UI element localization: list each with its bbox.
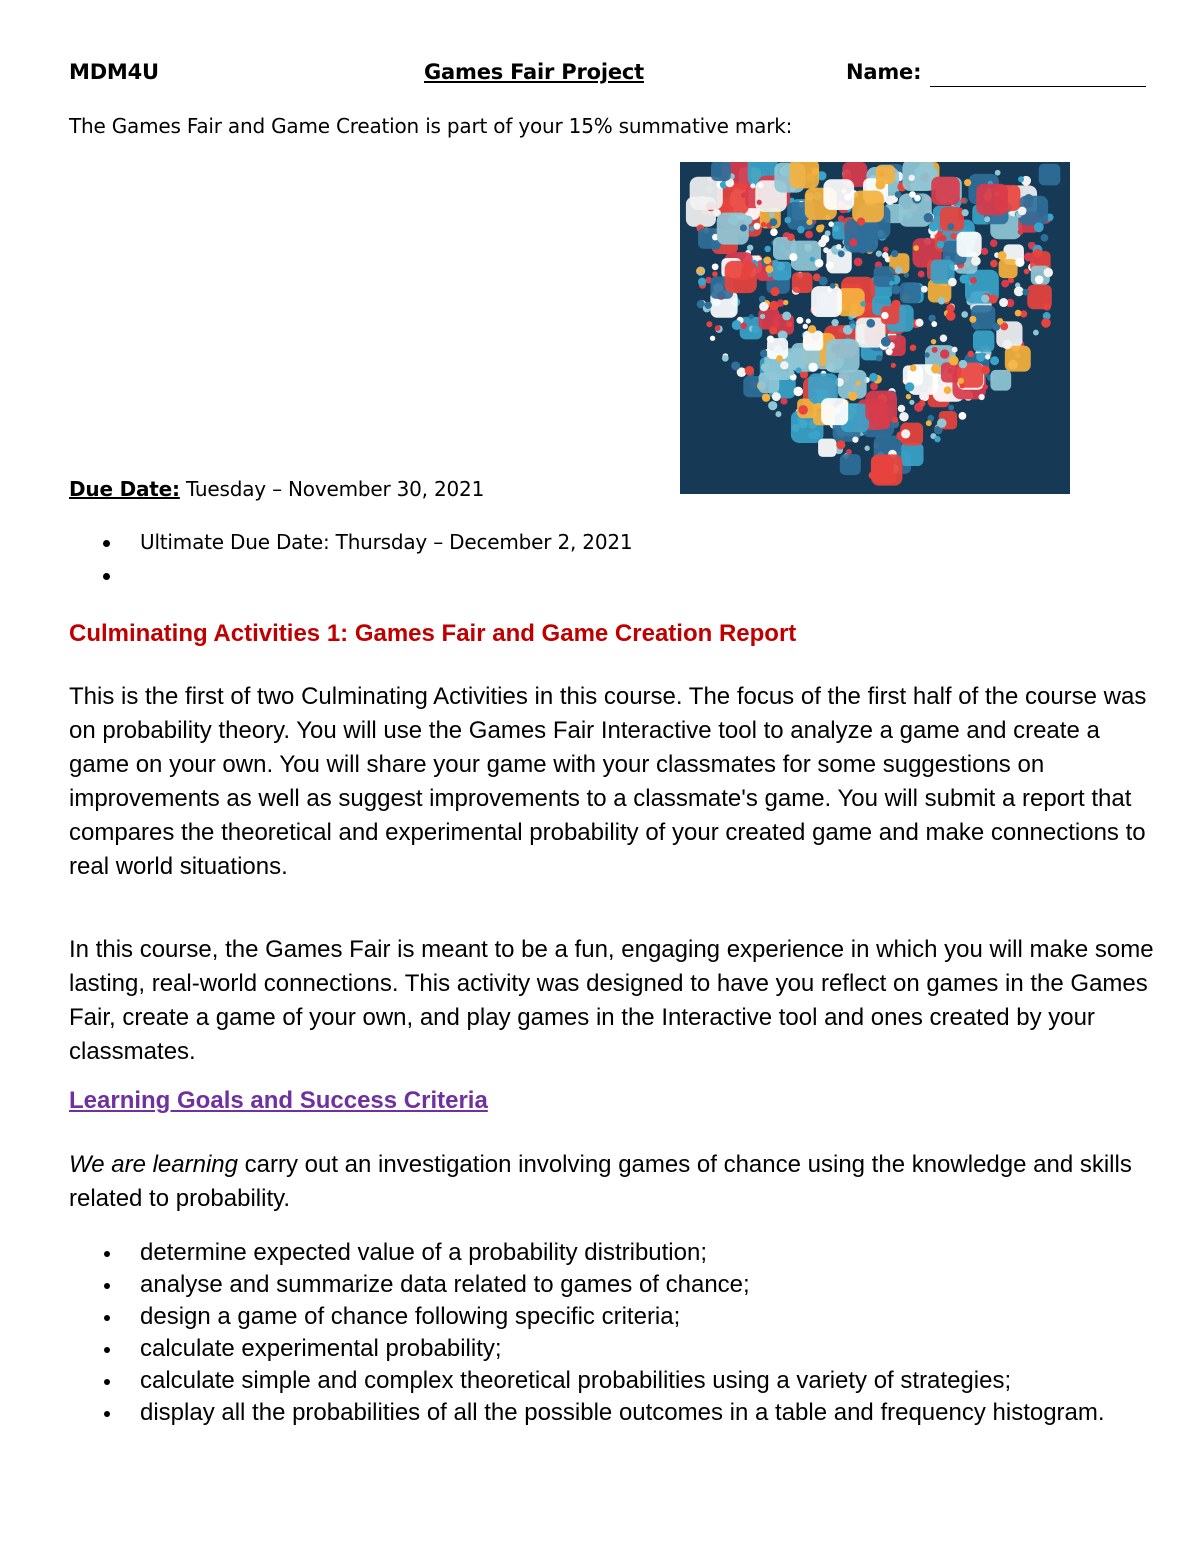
name-blank-line[interactable] xyxy=(930,86,1146,87)
learning-goals-heading[interactable]: Learning Goals and Success Criteria xyxy=(69,1087,488,1114)
paragraph-overview: This is the first of two Culminating Activities in this course. The focus of the first half of the course was on probability theory. You will use the Games Fair Interactive tool to analyze a game and create a game on your own. You will share your game with your classmates for some suggestions on improvements as well as suggest improvements to a classmate's game. You will submit a report that compares the theoretical and experimental probability of your created game and make connections to real world situations. xyxy=(69,683,1147,880)
list-item: determine expected value of a probability distribution; xyxy=(0,1237,1130,1269)
bullet-icon xyxy=(104,1283,110,1289)
list-item: calculate experimental probability; xyxy=(0,1333,1130,1365)
learning-statement xyxy=(69,1148,1159,1216)
list-item: calculate simple and complex theoretical probabilities using a variety of strategies; xyxy=(0,1365,1130,1397)
paragraph-purpose: In this course, the Games Fair is meant to be a fun, engaging experience in which you will make some lasting, real-world connections. This activity was designed to have you reflect on games in the Games Fair, create a game of your own, and play games in the Interactive tool and ones created by your classmates. xyxy=(69,936,1154,1065)
list-item: design a game of chance following specific criteria; xyxy=(0,1301,1130,1333)
heart-of-game-icons-illustration xyxy=(680,162,1070,494)
course-code: MDM4U xyxy=(69,60,159,84)
bullet-icon xyxy=(103,540,110,547)
learning-lead-italic: We are learning xyxy=(69,1151,238,1178)
bullet-icon xyxy=(104,1347,110,1353)
bullet-icon xyxy=(104,1379,110,1385)
project-title: Games Fair Project xyxy=(424,60,644,84)
success-criteria-list xyxy=(0,1237,1200,1429)
due-date-value: Tuesday – November 30, 2021 xyxy=(179,477,485,501)
bullet-icon xyxy=(104,1411,110,1417)
bullet-icon xyxy=(104,1251,110,1257)
due-date-line xyxy=(69,477,484,501)
section-heading: Culminating Activities 1: Games Fair and Game Creation Report xyxy=(69,620,797,647)
name-label: Name: xyxy=(846,60,922,84)
due-date-label: Due Date: xyxy=(69,477,180,501)
games-heart-image xyxy=(680,162,1070,494)
ultimate-due-date: Ultimate Due Date: Thursday – December 2, 2021 xyxy=(140,530,633,554)
list-item: display all the probabilities of all the possible outcomes in a table and frequency histogram. xyxy=(0,1397,1130,1429)
list-item: analyse and summarize data related to games of chance; xyxy=(0,1269,1130,1301)
learning-lead-rest: carry out an investigation involving games of chance using the knowledge and skills related to probability. xyxy=(69,1151,1132,1212)
bullet-icon xyxy=(104,1315,110,1321)
bullet-icon xyxy=(103,573,110,580)
intro-text: The Games Fair and Game Creation is part of your 15% summative mark: xyxy=(69,114,793,138)
